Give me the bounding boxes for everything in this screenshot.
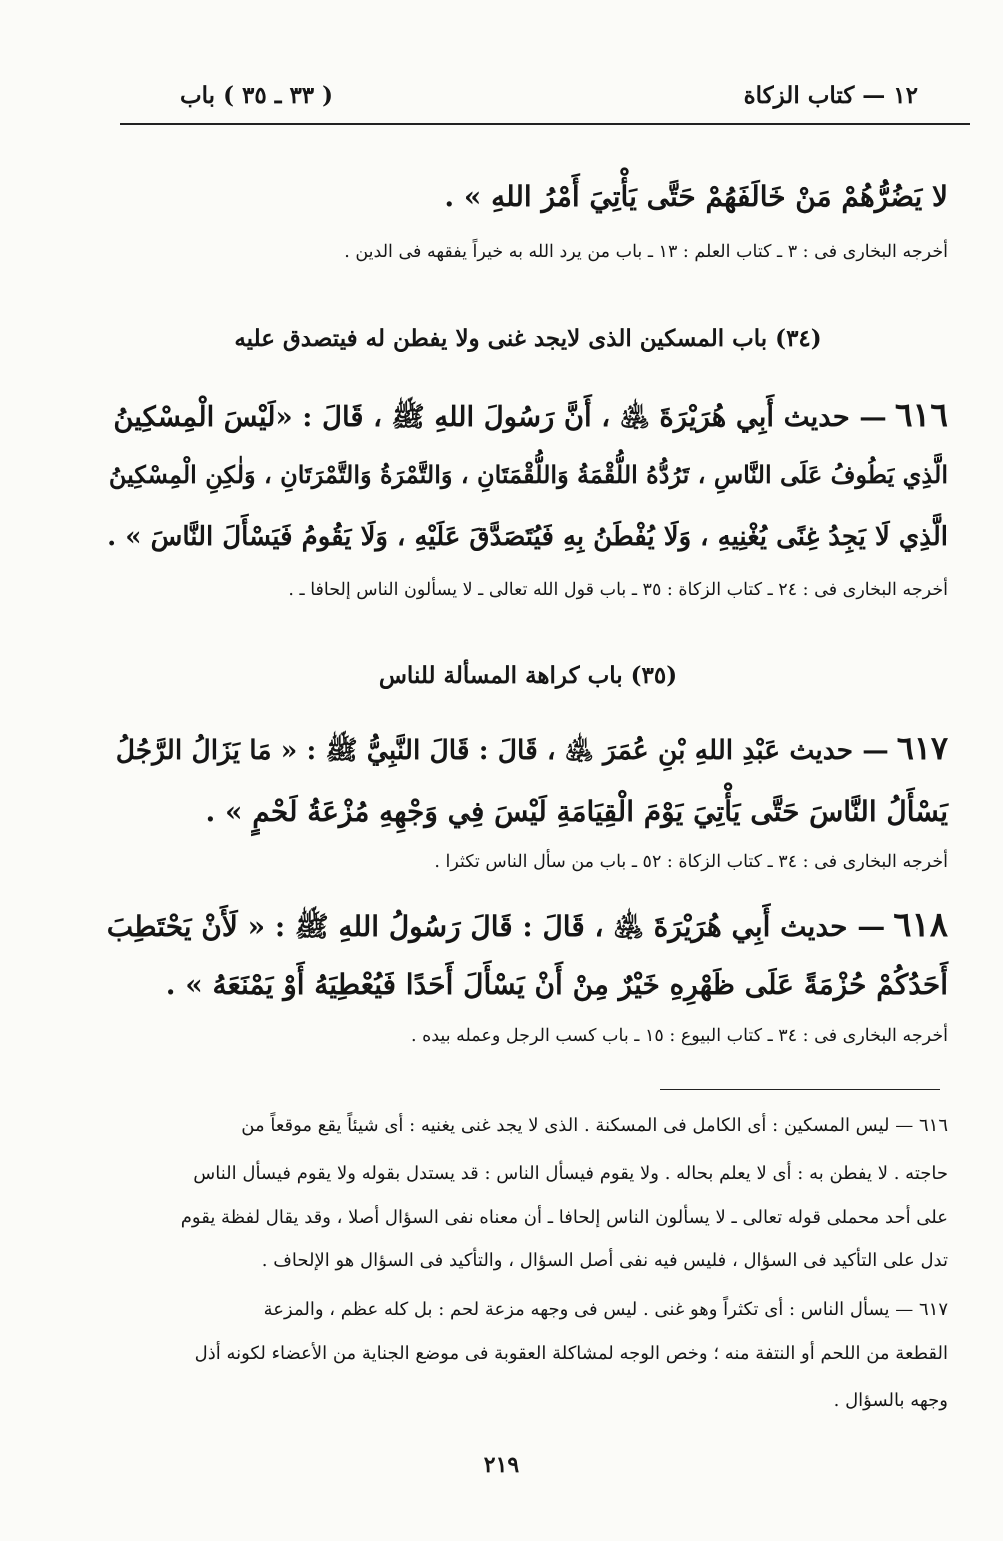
intro-source: أخرجه البخارى فى : ٣ ـ كتاب العلم : ١٣ ـ باب من يرد الله به خيراً يفقهه فى الدين .	[344, 242, 948, 262]
running-header	[120, 82, 968, 122]
hadith-616-line-3: الَّذِي لَا يَجِدُ غِنًى يُغْنِيهِ ، وَلَا يُفْطَنُ بِهِ فَيُتَصَدَّقَ عَلَيْهِ ، وَلَا يَقُومُ فَيَسْأَلَ النَّاسَ » .	[107, 522, 948, 552]
footnote-616-line-1: ٦١٦ — ليس المسكين : أى الكامل فى المسكنة . الذى لا يجد غنى يغنيه : أى شيئاً يقع موقعاً من	[241, 1115, 948, 1136]
page-number: ٢١٩	[483, 1452, 520, 1478]
header-section-range: ( ٣٣ ـ ٣٥ ) باب	[180, 82, 334, 109]
hadith-616-source: أخرجه البخارى فى : ٢٤ ـ كتاب الزكاة : ٣٥ ـ باب قول الله تعالى ـ لا يسألون الناس إلحافا ـ .	[288, 580, 948, 600]
footnote-617-line-2: القطعة من اللحم أو النتفة منه ؛ وخص الوجه لمشاكلة العقوبة فى موضع الجناية من الأعضاء لكونه أذل	[194, 1343, 948, 1364]
footnote-rule	[660, 1089, 940, 1090]
hadith-618-line-1	[108, 905, 948, 950]
footnote-616-line-2: حاجته . لا يفطن به : أى لا يعلم بحاله . ولا يقوم فيسأل الناس : قد يستدل بقوله ولا يقوم فيسأل الناس	[193, 1163, 948, 1184]
header-rule	[120, 123, 970, 125]
hadith-616-number: ٦١٦	[894, 395, 948, 434]
hadith-617-number: ٦١٧	[896, 730, 948, 767]
hadith-618-number: ٦١٨	[893, 905, 948, 945]
intro-hadith-line: لا يَضُرُّهُمْ مَنْ خَالَفَهُمْ حَتَّى يَأْتِيَ أَمْرُ اللهِ » .	[444, 180, 948, 213]
hadith-616-text-1: — حديث أَبِي هُرَيْرَةَ ﵁ ، أَنَّ رَسُولَ اللهِ ﷺ ، قَالَ : «لَيْسَ الْمِسْكِينُ	[113, 401, 887, 433]
footnote-617-line-1: ٦١٧ — يسأل الناس : أى تكثراً وهو غنى . ليس فى وجهه مزعة لحم : بل كله عظم ، والمزعة	[263, 1299, 948, 1320]
chapter-34-title: (٣٤) باب المسكين الذى لايجد غنى ولا يفطن له فيتصدق عليه	[234, 325, 822, 352]
hadith-617-line-2: يَسْأَلُ النَّاسَ حَتَّى يَأْتِيَ يَوْمَ الْقِيَامَةِ لَيْسَ فِي وَجْهِهِ مُزْعَةُ لَحْمٍ » .	[205, 795, 948, 828]
hadith-617-source: أخرجه البخارى فى : ٣٤ ـ كتاب الزكاة : ٥٢ ـ باب من سأل الناس تكثرا .	[434, 852, 948, 872]
hadith-618-text-1: — حديث أَبِي هُرَيْرَةَ ﵁ ، قَالَ : قَالَ رَسُولُ اللهِ ﷺ : « لَأَنْ يَحْتَطِبَ	[106, 910, 886, 943]
hadith-617-line-1	[108, 730, 948, 773]
hadith-618-line-2: أَحَدُكُمْ حُزْمَةً عَلَى ظَهْرِهِ خَيْرٌ مِنْ أَنْ يَسْأَلَ أَحَدًا فَيُعْطِيَهُ أَوْ يَمْنَعَهُ » .	[165, 968, 948, 1001]
footnote-616-line-4: تدل على التأكيد فى السؤال ، فليس فيه نفى أصل السؤال ، والتأكيد فى السؤال هو الإلحاف .	[261, 1250, 948, 1271]
hadith-616-line-2: الَّذِي يَطُوفُ عَلَى النَّاسِ ، تَرُدُّهُ اللُّقْمَةُ وَاللُّقْمَتَانِ ، وَالتَّمْرَةُ وَالتَّمْرَتَانِ ، وَلٰكِنِ الْمِسْكِينُ	[108, 460, 948, 489]
chapter-35-title: (٣٥) باب كراهة المسألة للناس	[378, 662, 678, 689]
footnote-616-line-3: على أحد محملى قوله تعالى ـ لا يسألون الناس إلحافا ـ أن معناه نفى السؤال أصلا ، وقد يقال لفظة يقوم	[180, 1207, 948, 1228]
hadith-617-text-1: — حديث عَبْدِ اللهِ بْنِ عُمَرَ ﵁ ، قَالَ : قَالَ النَّبِيُّ ﷺ : « مَا يَزَالُ الرَّجُلُ	[115, 735, 889, 766]
hadith-618-source: أخرجه البخارى فى : ٣٤ ـ كتاب البيوع : ١٥ ـ باب كسب الرجل وعمله بيده .	[410, 1026, 948, 1046]
hadith-616-line-1	[108, 395, 948, 440]
header-book-title: ١٢ — كتاب الزكاة	[743, 82, 918, 109]
footnote-617-line-3: وجهه بالسؤال .	[833, 1390, 948, 1411]
